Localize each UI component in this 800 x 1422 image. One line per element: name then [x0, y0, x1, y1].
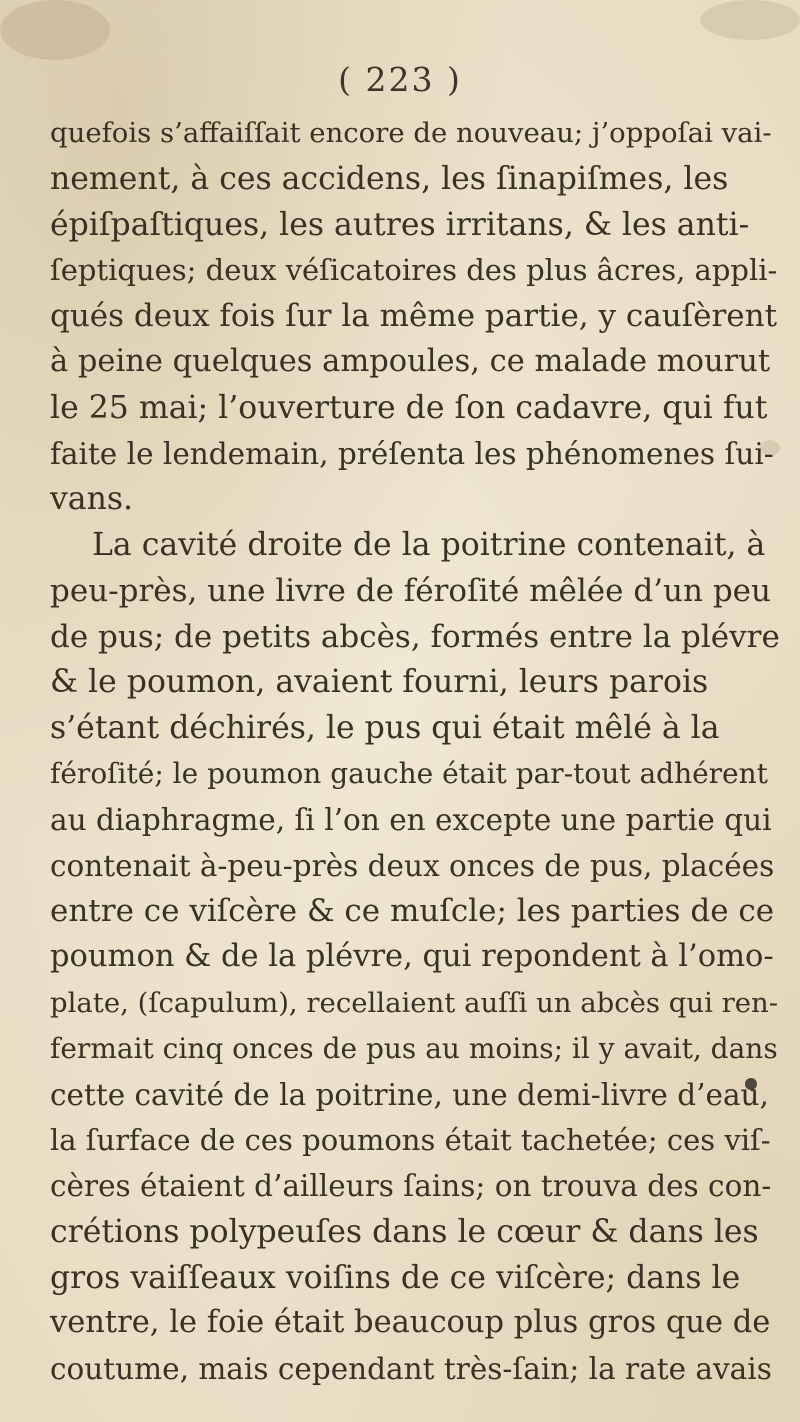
- text-line: au diaphragme, ſi l’on en excepte une partie qui: [50, 802, 772, 837]
- text-line: plate, (ſcapulum), recellaient auſſi un abcès qui ren-: [50, 986, 779, 1019]
- text-line: & le poumon, avaient fourni, leurs parois: [50, 664, 709, 701]
- text-line: le 25 mai; l’ouverture de ſon cadavre, qui fut: [50, 389, 768, 426]
- text-line: peu-près, une livre de féroſité mêlée d’un peu: [50, 572, 771, 609]
- text-line: nement, à ces accidens, les ſinapiſmes, les: [50, 160, 729, 197]
- text-line: fermait cinq onces de pus au moins; il y avait, dans: [50, 1031, 778, 1065]
- text-line: entre ce viſcère & ce muſcle; les parties de ce: [50, 893, 775, 930]
- text-line: faite le lendemain, préſenta les phénomenes ſui-: [50, 436, 774, 471]
- paper-stain: [0, 0, 110, 60]
- page-number: ( 223 ): [338, 60, 462, 99]
- text-line: vans.: [50, 481, 134, 518]
- text-line: quefois s’affaiſſait encore de nouveau; j’oppoſai vai-: [50, 117, 772, 149]
- text-line: épiſpaſtiques, les autres irritans, & les anti-: [50, 206, 750, 243]
- text-line: la ſurface de ces poumons était tachetée; ces viſ-: [50, 1123, 771, 1158]
- text-line: qués deux fois ſur la même partie, y cauſèrent: [50, 298, 778, 335]
- text-line: gros vaiſſeaux voiſins de ce viſcère; dans le: [50, 1259, 741, 1296]
- text-line: féroſité; le poumon gauche était par-tout adhérent: [50, 757, 768, 790]
- text-line: coutume, mais cependant très-ſain; la rate avais: [50, 1352, 772, 1387]
- text-line: cette cavité de la poitrine, une demi-livre d’eau,: [50, 1077, 769, 1112]
- text-line: de pus; de petits abcès, formés entre la plévre: [50, 618, 780, 655]
- text-line: contenait à-peu-près deux onces de pus, placées: [50, 848, 775, 883]
- text-line: ventre, le foie était beaucoup plus gros que de: [50, 1305, 771, 1341]
- text-line: crétions polypeuſes dans le cœur & dans les: [50, 1213, 759, 1250]
- text-line: cères étaient d’ailleurs ſains; on trouva des con-: [50, 1169, 772, 1204]
- text-line: à peine quelques ampoules, ce malade mourut: [50, 343, 771, 379]
- paper-stain: [700, 0, 800, 40]
- text-line: poumon & de la plévre, qui repondent à l’omo-: [50, 939, 774, 975]
- text-line: ſeptiques; deux véſicatoires des plus âcres, appli-: [50, 253, 778, 288]
- text-line: s’étant déchirés, le pus qui était mêlé à la: [50, 710, 720, 747]
- text-line: La cavité droite de la poitrine contenait, à: [92, 527, 766, 564]
